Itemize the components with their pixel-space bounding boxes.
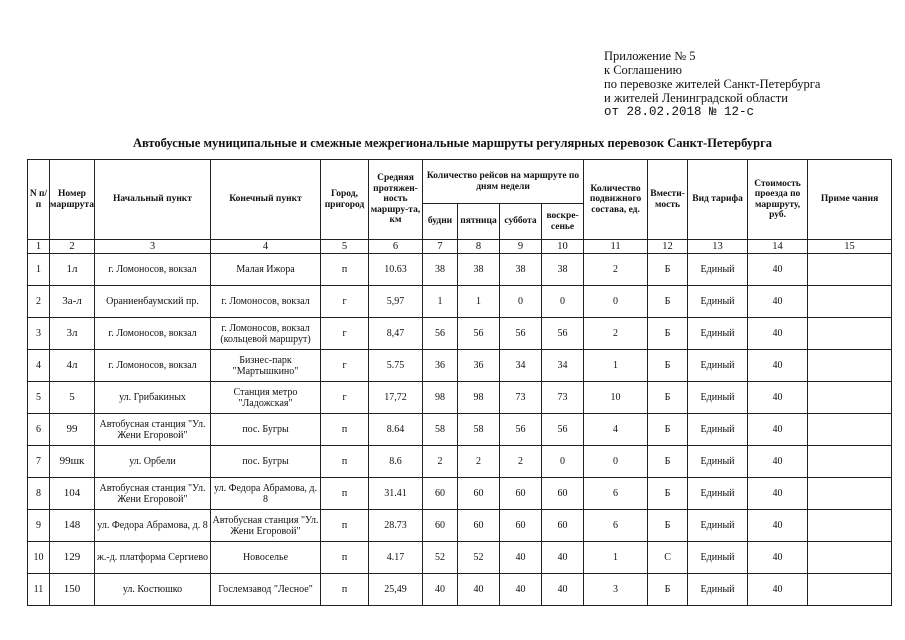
table-row	[28, 318, 892, 350]
cell-city: п	[321, 446, 369, 478]
cell-capacity: С	[648, 542, 688, 574]
cell-start: ул. Федора Абрамова, д. 8	[95, 510, 211, 542]
cell-capacity: Б	[648, 350, 688, 382]
column-index: 7	[423, 240, 458, 254]
cell-cost: 40	[748, 350, 808, 382]
annex-line: и жителей Ленинградской области	[604, 91, 788, 105]
cell-route: 99шк	[50, 446, 95, 478]
cell-route: 3л	[50, 318, 95, 350]
cell-distance: 8.6	[369, 446, 423, 478]
cell-saturday: 2	[500, 446, 542, 478]
cell-city: г	[321, 350, 369, 382]
cell-end: Автобусная станция "Ул. Жени Егоровой"	[211, 510, 321, 542]
cell-distance: 28.73	[369, 510, 423, 542]
cell-cost: 40	[748, 574, 808, 606]
cell-weekdays: 98	[423, 382, 458, 414]
header-friday: пятница	[458, 204, 500, 240]
cell-cost: 40	[748, 254, 808, 286]
cell-friday: 52	[458, 542, 500, 574]
cell-sunday: 34	[542, 350, 584, 382]
cell-rolling-stock: 1	[584, 350, 648, 382]
table-row	[28, 350, 892, 382]
cell-sunday: 60	[542, 510, 584, 542]
cell-notes	[808, 254, 892, 286]
cell-sunday: 73	[542, 382, 584, 414]
cell-capacity: Б	[648, 318, 688, 350]
cell-route: 3а-л	[50, 286, 95, 318]
cell-distance: 8.64	[369, 414, 423, 446]
cell-route: 148	[50, 510, 95, 542]
routes-table	[27, 159, 892, 606]
cell-num: 7	[28, 446, 50, 478]
cell-start: ул. Костюшко	[95, 574, 211, 606]
cell-capacity: Б	[648, 286, 688, 318]
cell-saturday: 0	[500, 286, 542, 318]
cell-end: Станция метро "Ладожская"	[211, 382, 321, 414]
cell-weekdays: 38	[423, 254, 458, 286]
cell-distance: 25,49	[369, 574, 423, 606]
cell-friday: 56	[458, 318, 500, 350]
cell-notes	[808, 478, 892, 510]
table-row	[28, 478, 892, 510]
cell-saturday: 40	[500, 574, 542, 606]
cell-city: п	[321, 574, 369, 606]
table-row	[28, 574, 892, 606]
cell-start: г. Ломоносов, вокзал	[95, 318, 211, 350]
cell-saturday: 34	[500, 350, 542, 382]
cell-rolling-stock: 10	[584, 382, 648, 414]
column-index: 1	[28, 240, 50, 254]
cell-notes	[808, 286, 892, 318]
cell-notes	[808, 318, 892, 350]
cell-weekdays: 36	[423, 350, 458, 382]
cell-rolling-stock: 6	[584, 510, 648, 542]
cell-friday: 60	[458, 510, 500, 542]
column-index: 6	[369, 240, 423, 254]
cell-num: 10	[28, 542, 50, 574]
cell-route: 1л	[50, 254, 95, 286]
cell-start: Автобусная станция "Ул. Жени Егоровой"	[95, 414, 211, 446]
cell-distance: 5,97	[369, 286, 423, 318]
cell-tariff: Единый	[688, 542, 748, 574]
table-row	[28, 542, 892, 574]
cell-start: г. Ломоносов, вокзал	[95, 350, 211, 382]
cell-saturday: 40	[500, 542, 542, 574]
cell-end: г. Ломоносов, вокзал	[211, 286, 321, 318]
cell-saturday: 73	[500, 382, 542, 414]
column-index: 9	[500, 240, 542, 254]
cell-capacity: Б	[648, 446, 688, 478]
annex-line: к Соглашению	[604, 63, 682, 77]
cell-saturday: 38	[500, 254, 542, 286]
cell-cost: 40	[748, 446, 808, 478]
cell-start: Ораниенбаумский пр.	[95, 286, 211, 318]
cell-route: 150	[50, 574, 95, 606]
column-index: 5	[321, 240, 369, 254]
cell-weekdays: 58	[423, 414, 458, 446]
header-cost: Стоимость проезда по маршруту, руб.	[748, 160, 808, 240]
cell-city: п	[321, 414, 369, 446]
header-end: Конечный пункт	[211, 160, 321, 240]
cell-city: г	[321, 382, 369, 414]
cell-weekdays: 1	[423, 286, 458, 318]
document-title: Автобусные муниципальные и смежные межрегиональные маршруты регулярных перевозок Санкт-Петербурга	[132, 136, 773, 150]
cell-sunday: 40	[542, 574, 584, 606]
cell-cost: 40	[748, 478, 808, 510]
cell-tariff: Единый	[688, 510, 748, 542]
cell-rolling-stock: 0	[584, 286, 648, 318]
cell-num: 4	[28, 350, 50, 382]
cell-notes	[808, 382, 892, 414]
cell-sunday: 56	[542, 414, 584, 446]
cell-route: 5	[50, 382, 95, 414]
header-city: Город, пригород	[321, 160, 369, 240]
cell-friday: 40	[458, 574, 500, 606]
cell-distance: 5.75	[369, 350, 423, 382]
cell-num: 6	[28, 414, 50, 446]
cell-num: 11	[28, 574, 50, 606]
cell-tariff: Единый	[688, 318, 748, 350]
table-row	[28, 510, 892, 542]
cell-start: Автобусная станция "Ул. Жени Егоровой"	[95, 478, 211, 510]
header-start: Начальный пункт	[95, 160, 211, 240]
column-index: 8	[458, 240, 500, 254]
cell-weekdays: 2	[423, 446, 458, 478]
header-capacity: Вмести-мость	[648, 160, 688, 240]
header-distance: Средняя протяжен-ность маршру-та, км	[369, 160, 423, 240]
cell-end: ул. Федора Абрамова, д. 8	[211, 478, 321, 510]
cell-sunday: 56	[542, 318, 584, 350]
cell-num: 3	[28, 318, 50, 350]
table-row	[28, 446, 892, 478]
cell-rolling-stock: 1	[584, 542, 648, 574]
cell-rolling-stock: 0	[584, 446, 648, 478]
cell-route: 129	[50, 542, 95, 574]
cell-saturday: 60	[500, 478, 542, 510]
cell-rolling-stock: 2	[584, 254, 648, 286]
cell-notes	[808, 574, 892, 606]
column-index: 2	[50, 240, 95, 254]
cell-friday: 2	[458, 446, 500, 478]
cell-start: г. Ломоносов, вокзал	[95, 254, 211, 286]
cell-city: п	[321, 510, 369, 542]
cell-num: 9	[28, 510, 50, 542]
cell-sunday: 0	[542, 446, 584, 478]
cell-capacity: Б	[648, 510, 688, 542]
annex-header	[604, 49, 820, 119]
cell-start: ул. Орбели	[95, 446, 211, 478]
cell-cost: 40	[748, 510, 808, 542]
cell-weekdays: 52	[423, 542, 458, 574]
cell-tariff: Единый	[688, 478, 748, 510]
cell-sunday: 38	[542, 254, 584, 286]
header-route: Номер маршрута	[50, 160, 95, 240]
cell-end: пос. Бугры	[211, 446, 321, 478]
cell-friday: 36	[458, 350, 500, 382]
cell-friday: 58	[458, 414, 500, 446]
column-index: 13	[688, 240, 748, 254]
cell-rolling-stock: 6	[584, 478, 648, 510]
cell-tariff: Единый	[688, 254, 748, 286]
column-index: 10	[542, 240, 584, 254]
cell-cost: 40	[748, 414, 808, 446]
cell-sunday: 60	[542, 478, 584, 510]
column-index-row	[28, 240, 892, 254]
cell-distance: 10.63	[369, 254, 423, 286]
cell-num: 5	[28, 382, 50, 414]
cell-friday: 38	[458, 254, 500, 286]
cell-notes	[808, 510, 892, 542]
cell-distance: 8,47	[369, 318, 423, 350]
cell-friday: 1	[458, 286, 500, 318]
column-index: 15	[808, 240, 892, 254]
column-index: 14	[748, 240, 808, 254]
cell-end: Бизнес-парк "Мартышкино"	[211, 350, 321, 382]
cell-city: п	[321, 542, 369, 574]
cell-rolling-stock: 4	[584, 414, 648, 446]
column-index: 4	[211, 240, 321, 254]
cell-distance: 17,72	[369, 382, 423, 414]
table-row	[28, 414, 892, 446]
cell-end: Новоселье	[211, 542, 321, 574]
table-row	[28, 286, 892, 318]
cell-notes	[808, 446, 892, 478]
header-saturday: суббота	[500, 204, 542, 240]
cell-num: 2	[28, 286, 50, 318]
header-weekdays: будни	[423, 204, 458, 240]
cell-capacity: Б	[648, 382, 688, 414]
cell-friday: 60	[458, 478, 500, 510]
cell-tariff: Единый	[688, 382, 748, 414]
cell-notes	[808, 542, 892, 574]
cell-tariff: Единый	[688, 574, 748, 606]
cell-end: пос. Бугры	[211, 414, 321, 446]
cell-capacity: Б	[648, 478, 688, 510]
cell-city: п	[321, 254, 369, 286]
cell-start: ул. Грибакиных	[95, 382, 211, 414]
header-rolling-stock: Количество подвижного состава, ед.	[584, 160, 648, 240]
cell-city: г	[321, 318, 369, 350]
cell-friday: 98	[458, 382, 500, 414]
cell-sunday: 40	[542, 542, 584, 574]
cell-cost: 40	[748, 542, 808, 574]
cell-city: г	[321, 286, 369, 318]
cell-weekdays: 60	[423, 510, 458, 542]
cell-tariff: Единый	[688, 350, 748, 382]
cell-sunday: 0	[542, 286, 584, 318]
cell-route: 104	[50, 478, 95, 510]
cell-tariff: Единый	[688, 446, 748, 478]
cell-start: ж.-д. платформа Сергиево	[95, 542, 211, 574]
annex-date-line: от 28.02.2018 № 12-с	[604, 105, 755, 119]
cell-end: г. Ломоносов, вокзал (кольцевой маршрут)	[211, 318, 321, 350]
cell-end: Малая Ижора	[211, 254, 321, 286]
column-index: 3	[95, 240, 211, 254]
header-trips: Количество рейсов на маршруте по дням недели	[423, 160, 584, 204]
cell-distance: 4.17	[369, 542, 423, 574]
cell-route: 99	[50, 414, 95, 446]
column-index: 11	[584, 240, 648, 254]
table-row	[28, 382, 892, 414]
cell-tariff: Единый	[688, 414, 748, 446]
cell-end: Гослемзавод "Лесное"	[211, 574, 321, 606]
annex-line: по перевозке жителей Санкт-Петербурга	[604, 77, 821, 91]
cell-route: 4л	[50, 350, 95, 382]
cell-saturday: 56	[500, 318, 542, 350]
cell-cost: 40	[748, 286, 808, 318]
cell-weekdays: 56	[423, 318, 458, 350]
header-tariff: Вид тарифа	[688, 160, 748, 240]
column-index: 12	[648, 240, 688, 254]
cell-capacity: Б	[648, 414, 688, 446]
cell-capacity: Б	[648, 574, 688, 606]
table-row	[28, 254, 892, 286]
cell-city: п	[321, 478, 369, 510]
cell-cost: 40	[748, 318, 808, 350]
cell-rolling-stock: 2	[584, 318, 648, 350]
cell-saturday: 60	[500, 510, 542, 542]
cell-num: 8	[28, 478, 50, 510]
annex-line: Приложение № 5	[604, 49, 696, 63]
header-sunday: воскре-сенье	[542, 204, 584, 240]
cell-weekdays: 60	[423, 478, 458, 510]
cell-cost: 40	[748, 382, 808, 414]
cell-saturday: 56	[500, 414, 542, 446]
cell-notes	[808, 350, 892, 382]
cell-tariff: Единый	[688, 286, 748, 318]
cell-capacity: Б	[648, 254, 688, 286]
header-notes: Приме чания	[808, 160, 892, 240]
cell-weekdays: 40	[423, 574, 458, 606]
cell-rolling-stock: 3	[584, 574, 648, 606]
header-num: N п/п	[28, 160, 50, 240]
cell-notes	[808, 414, 892, 446]
cell-num: 1	[28, 254, 50, 286]
cell-distance: 31.41	[369, 478, 423, 510]
